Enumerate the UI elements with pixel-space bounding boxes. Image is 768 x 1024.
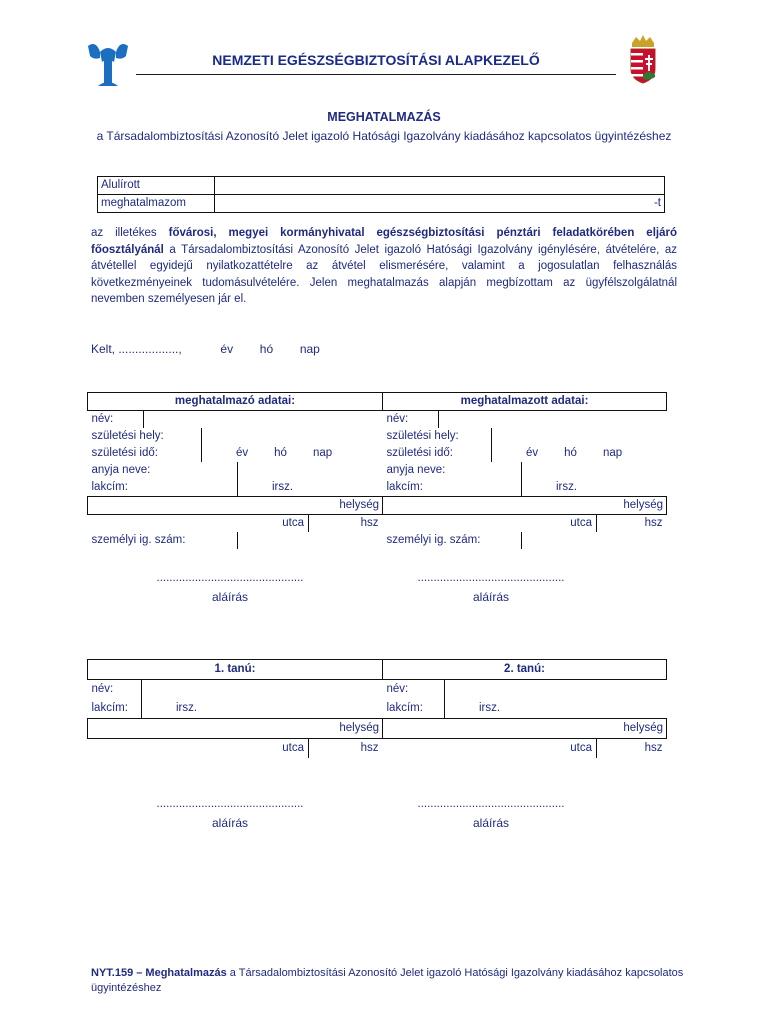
table-row — [88, 497, 667, 515]
agent-name-label: név: — [383, 411, 439, 428]
paragraph-text: az illetékes — [91, 227, 169, 239]
witness2-header: 2. tanú: — [383, 660, 667, 680]
witness2-city-field[interactable]: helység — [383, 719, 667, 739]
day-label: nap — [602, 447, 623, 459]
zip-label: irsz. — [272, 481, 294, 493]
alulirott-label: Alulírott — [98, 177, 215, 195]
principal-id-field[interactable] — [238, 532, 383, 549]
document-title: MEGHATALMAZÁS — [327, 110, 441, 124]
witness1-address-label: lakcím: — [88, 699, 142, 718]
meghatalmazom-label: meghatalmazom — [98, 195, 215, 213]
witness2-zip-field[interactable] — [445, 699, 667, 718]
principal-id-label: személyi ig. szám: — [88, 532, 238, 549]
principal-address-label: lakcím: — [88, 479, 238, 496]
principal-birthplace-label: születési hely: — [88, 428, 202, 445]
agent-city-field[interactable]: helység — [383, 497, 667, 515]
principal-birthdate-label: születési idő: — [88, 445, 202, 462]
meghatalmazott-name-field[interactable]: -t — [215, 195, 665, 213]
kelt-year: év — [220, 342, 234, 356]
principal-zip-field[interactable] — [238, 479, 383, 496]
date-line — [91, 342, 320, 356]
month-label: hó — [274, 447, 287, 459]
agent-birthplace-field[interactable] — [492, 428, 667, 445]
agent-birthdate-field[interactable] — [492, 445, 667, 462]
agent-address-label: lakcím: — [383, 479, 522, 496]
neak-logo-icon — [86, 38, 130, 88]
table-row — [88, 532, 667, 549]
hungarian-coat-of-arms-icon — [626, 33, 660, 85]
agent-id-label: személyi ig. szám: — [383, 532, 522, 549]
witness-table — [87, 659, 667, 758]
year-label: év — [526, 447, 539, 459]
witness1-house-number-field[interactable]: hsz — [360, 742, 379, 754]
table-row — [88, 479, 667, 497]
principal-signature-line[interactable]: .............................................. — [156, 572, 304, 584]
principal-name-label: név: — [88, 411, 144, 428]
agent-header: meghatalmazott adatai: — [383, 393, 667, 411]
agent-id-field[interactable] — [522, 532, 667, 549]
document-subtitle: a Társadalombiztosítási Azonosító Jelet igazoló Hatósági Igazolvány kiadásához kapcsolatos ügyintézéshez — [96, 129, 672, 143]
header-rule — [136, 74, 616, 75]
witness2-street-field[interactable]: utca — [383, 739, 597, 758]
witness2-name-field[interactable] — [445, 680, 667, 699]
month-label: hó — [564, 447, 577, 459]
agent-mother-label: anyja neve: — [383, 462, 522, 479]
principal-header: meghatalmazó adatai: — [88, 393, 383, 411]
witness2-signature-label: aláírás — [472, 816, 510, 830]
table-row — [88, 699, 667, 719]
parties-table — [87, 392, 667, 549]
table-row — [88, 411, 667, 429]
agent-signature-label: aláírás — [472, 590, 510, 604]
alulirott-field[interactable] — [215, 177, 665, 195]
principal-city-field[interactable]: helység — [88, 497, 383, 515]
witness1-name-label: név: — [88, 680, 142, 699]
table-row — [88, 445, 667, 462]
day-label: nap — [312, 447, 333, 459]
zip-label: irsz. — [479, 702, 501, 714]
paragraph-text: a Társadalombiztosítási Azonosító Jelet igazoló Hatósági Igazolvány igénylésére, átvételére, az átvétellel egyidejű nyilatkozattételre az átvétel elismerésére, valamint a jogosulatlan felhasználás következményeinek tudomásulvételére. Jelen meghatalmazás alapján megbízottam az ügyfélszolgálatnál nevemben személyesen jár el. — [91, 243, 677, 306]
zip-label: irsz. — [556, 481, 578, 493]
form-footer — [91, 966, 691, 996]
witness2-name-label: név: — [383, 680, 445, 699]
principal-mother-field[interactable] — [238, 462, 383, 479]
agent-street-field[interactable]: utca — [383, 515, 597, 532]
principal-street-field[interactable]: utca — [88, 515, 309, 532]
agent-mother-field[interactable] — [522, 462, 667, 479]
witness1-header: 1. tanú: — [88, 660, 383, 680]
footer-description: a Társadalombiztosítási Azonosító Jelet igazoló Hatósági Igazolvány kiadásához kapcsolatos ügyintézéshez — [91, 967, 684, 994]
agent-signature-line[interactable]: .............................................. — [417, 572, 565, 584]
table-row — [88, 680, 667, 700]
principal-signature-label: aláírás — [211, 590, 249, 604]
witness1-signature-line[interactable]: .............................................. — [156, 798, 304, 810]
witness2-house-number-field[interactable]: hsz — [644, 742, 663, 754]
authorization-paragraph — [91, 225, 677, 308]
principal-birthdate-field[interactable] — [202, 445, 383, 462]
year-label: év — [236, 447, 249, 459]
agent-house-number-field[interactable]: hsz — [644, 517, 663, 529]
kelt-label: Kelt, .................., — [91, 342, 182, 356]
table-row — [88, 719, 667, 739]
agent-zip-field[interactable] — [522, 479, 667, 496]
table-row — [98, 177, 665, 195]
table-row — [88, 739, 667, 759]
table-row — [88, 660, 667, 680]
table-row — [88, 515, 667, 533]
principal-name-field[interactable] — [144, 411, 383, 428]
agent-birthdate-label: születési idő: — [383, 445, 492, 462]
witness1-name-field[interactable] — [142, 680, 383, 699]
table-row — [88, 462, 667, 479]
principal-table — [97, 176, 665, 213]
witness2-address-label: lakcím: — [383, 699, 445, 718]
principal-mother-label: anyja neve: — [88, 462, 238, 479]
witness1-zip-field[interactable] — [142, 699, 383, 718]
paragraph-bold-text: fővárosi, megyei kormányhivatal egészségbiztosítási pénztári feladatkörében eljáró főosztályánál — [91, 227, 677, 256]
principal-house-number-field[interactable]: hsz — [360, 517, 379, 529]
witness2-signature-line[interactable]: .............................................. — [417, 798, 565, 810]
principal-birthplace-field[interactable] — [202, 428, 383, 445]
kelt-day: nap — [299, 342, 320, 356]
form-code: NYT.159 – — [91, 967, 146, 979]
agent-name-field[interactable] — [439, 411, 667, 428]
table-row — [88, 393, 667, 411]
witness1-signature-label: aláírás — [211, 816, 249, 830]
table-row — [98, 195, 665, 213]
witness1-street-field[interactable]: utca — [88, 739, 309, 758]
organization-name: NEMZETI EGÉSZSÉGBIZTOSÍTÁSI ALAPKEZELŐ — [212, 52, 540, 68]
agent-birthplace-label: születési hely: — [383, 428, 492, 445]
zip-label: irsz. — [176, 702, 198, 714]
table-row — [88, 428, 667, 445]
footer-title: Meghatalmazás — [145, 967, 227, 979]
witness1-city-field[interactable]: helység — [88, 719, 383, 739]
kelt-month: hó — [259, 342, 274, 356]
